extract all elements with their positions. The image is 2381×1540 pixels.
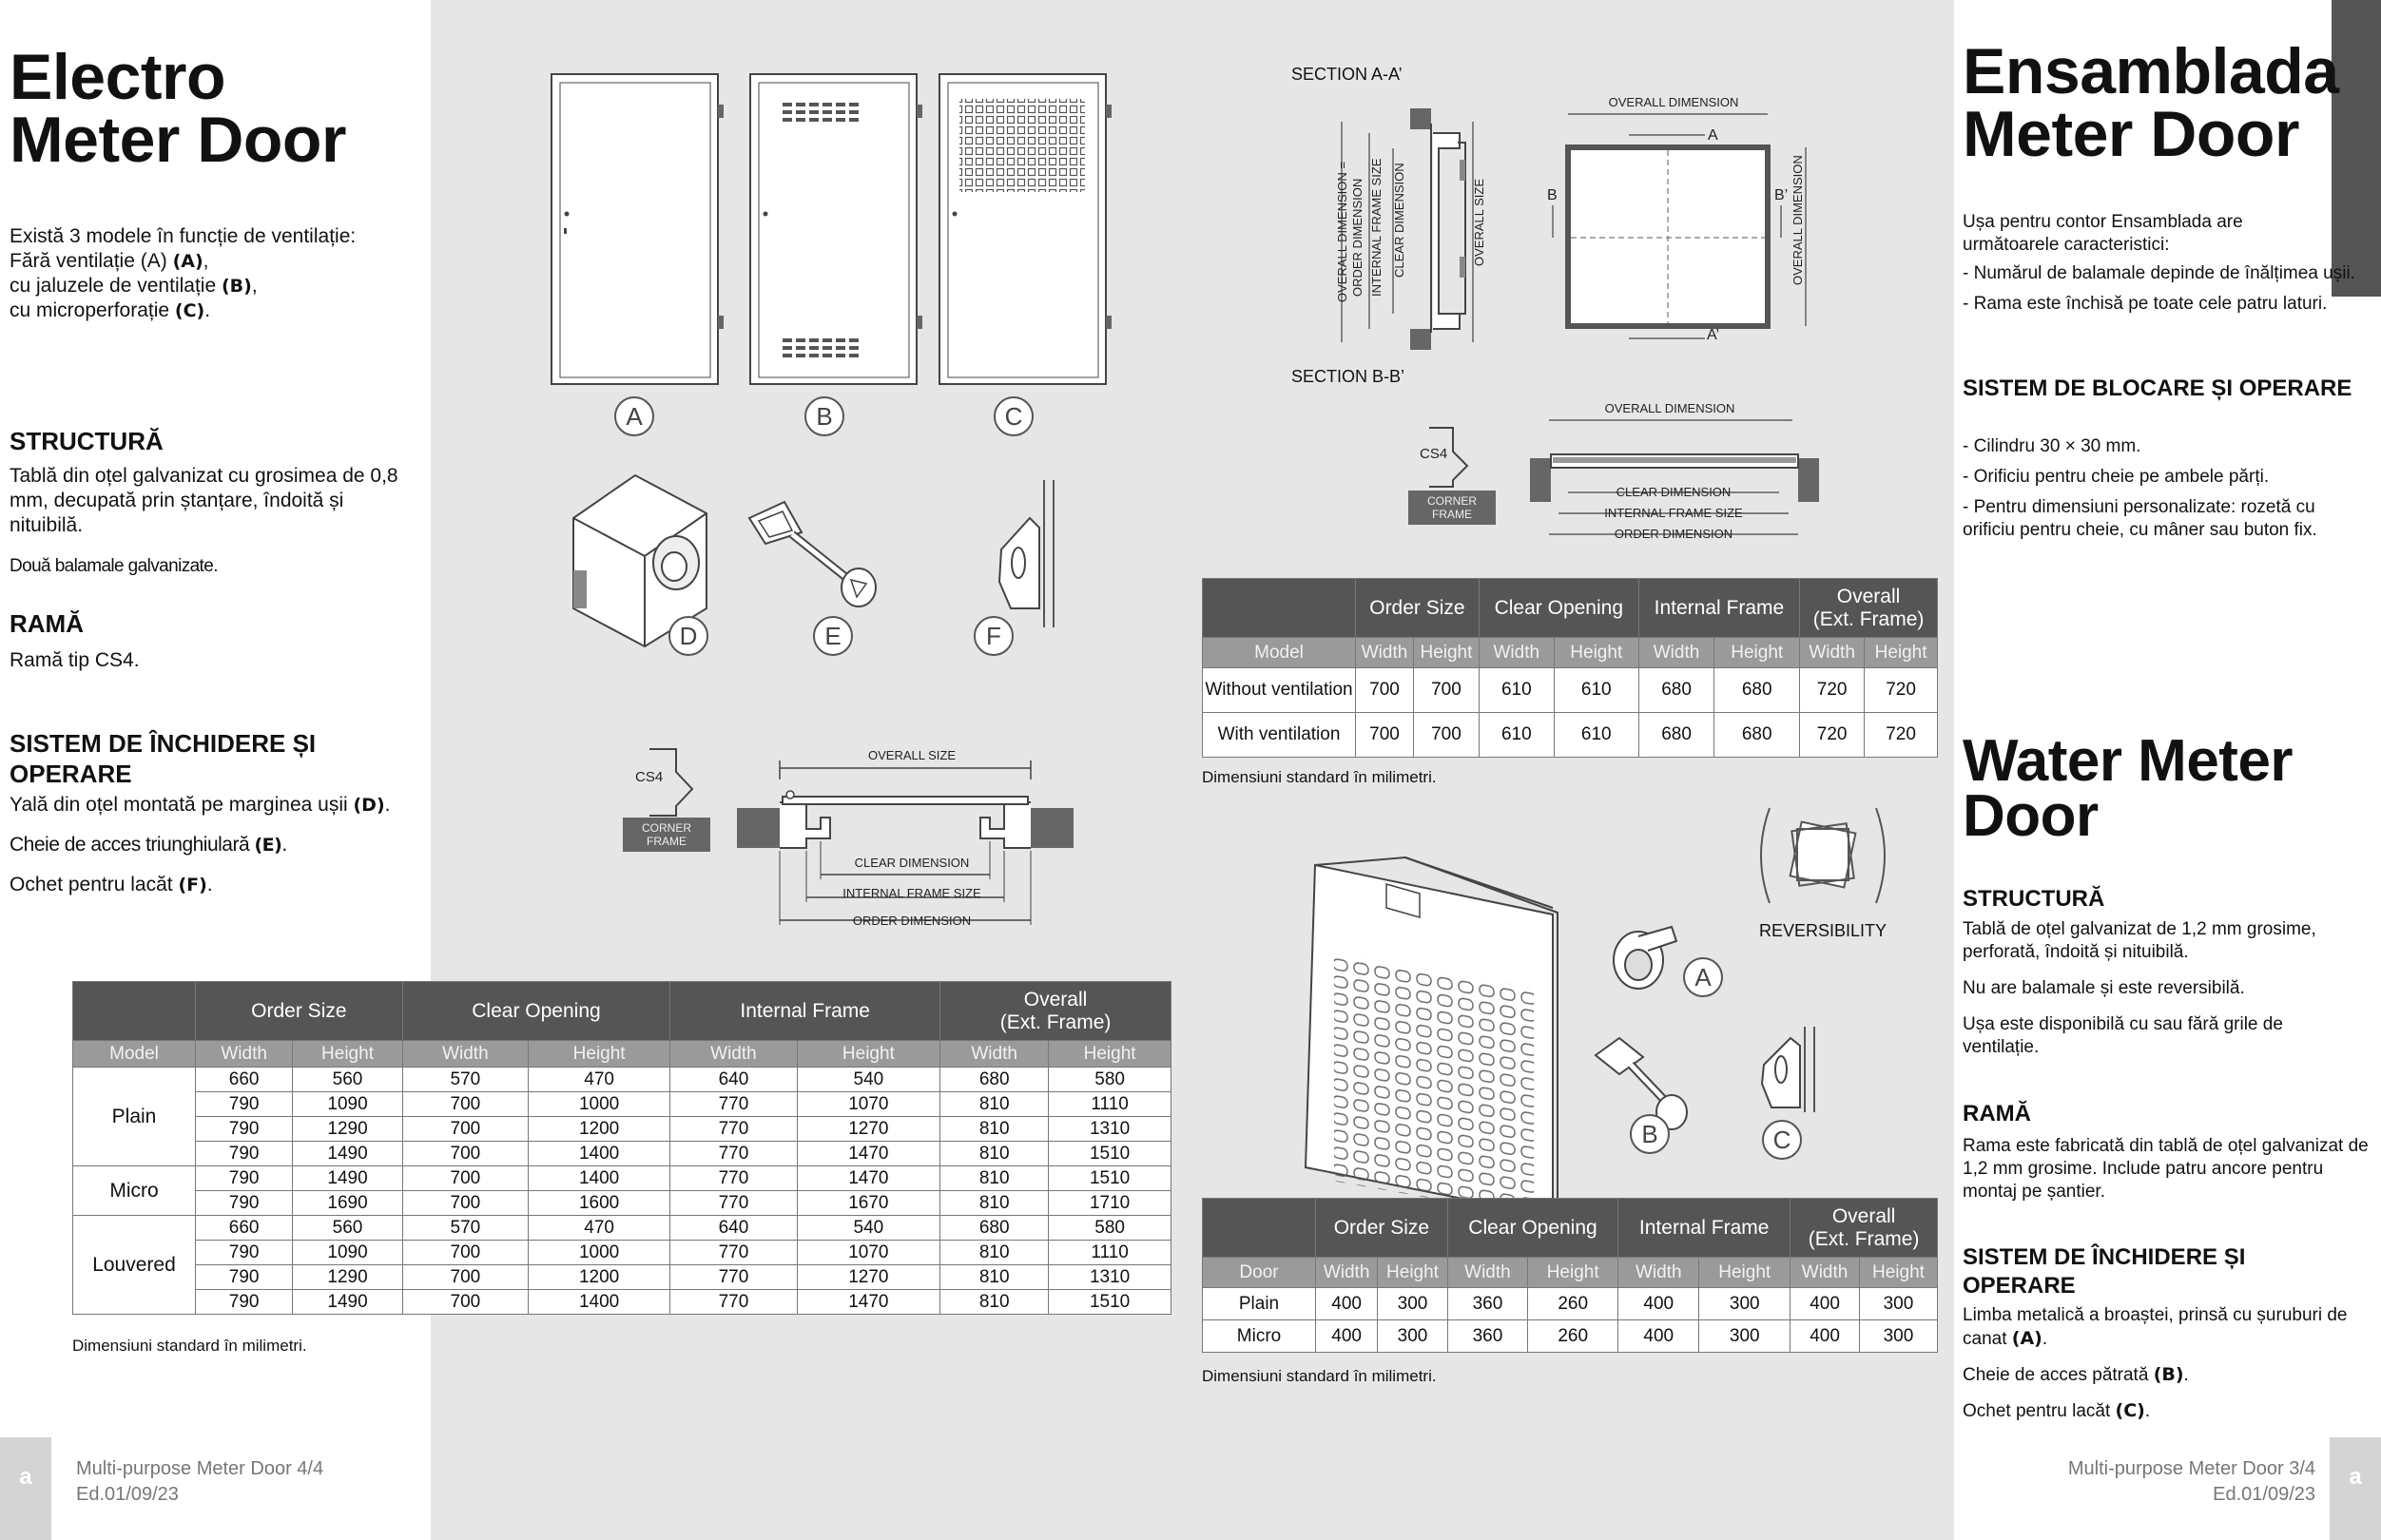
table-cell: 470 xyxy=(529,1216,670,1241)
label-c-circle: C xyxy=(994,396,1034,436)
electro-spec-table: Order Size Clear Opening Internal Frame Overall (Ext. Frame) Model Width Height Width Height Width Height Width Height Plain 660 560 570 470 640 540 680 580 790 1090 700 1000 770 1070 810 1110 790 1290 700 1200 770 1270 810 1310 790 1490 700 1400 770 1470 810 1510 Micro 790 1490 700 1400 770 1470 810 1510 790 1690 700 1600 770 1670 810 1710 Louvered 660 560 570 470 640 540 680 580 790 1090 700 1000 770 1070 810 1110 790 1290 700 1200 770 1270 810 1310 790 1490 700 1400 770 1470 810 1510 xyxy=(72,981,1171,1315)
door-plain-drawing xyxy=(552,74,724,384)
table-cell: 790 xyxy=(196,1166,293,1191)
table-cell: 810 xyxy=(940,1092,1049,1117)
table-cell: 770 xyxy=(670,1117,797,1142)
intro-line: Există 3 modele în funcție de ventilație: xyxy=(10,225,357,247)
water-closing-heading: SISTEM DE ÎNCHIDERE ȘI OPERARE xyxy=(1963,1244,2246,1299)
logo-icon: a xyxy=(19,1464,32,1490)
table-cell: 810 xyxy=(940,1191,1049,1216)
water-title: Water Meter Door xyxy=(1963,728,2294,849)
label-b-circle: B xyxy=(804,396,844,436)
table-cell: 680 xyxy=(940,1216,1049,1241)
label-a-circle: A xyxy=(614,396,654,436)
table-cell: 770 xyxy=(670,1191,797,1216)
table-cell: 1400 xyxy=(529,1142,670,1166)
water-door-drawing xyxy=(1306,857,1558,1219)
intro-line: cu jaluzele de ventilație (B), xyxy=(10,275,258,297)
table-cell: 1200 xyxy=(529,1265,670,1290)
label-e-circle: E xyxy=(813,616,853,656)
table-cell: 1110 xyxy=(1049,1092,1171,1117)
table-cell: 770 xyxy=(670,1241,797,1265)
table-cell: 1090 xyxy=(293,1241,402,1265)
section-drawing-left xyxy=(737,748,1074,928)
table-cell: 660 xyxy=(196,1216,293,1241)
structure-text: Tablă din oțel galvanizat cu grosimea de 0,8 mm, decupată prin ștanțare, îndoită și nituibilă. xyxy=(10,465,398,536)
table-cell: 810 xyxy=(940,1166,1049,1191)
svg-text:CLEAR DIMENSION: CLEAR DIMENSION xyxy=(1392,163,1406,278)
svg-text:A: A xyxy=(1708,127,1718,144)
water-table-note: Dimensiuni standard în milimetri. xyxy=(1202,1367,1437,1385)
section-bb-drawing xyxy=(1291,367,1819,541)
svg-text:OVERALL DIMENSION: OVERALL DIMENSION xyxy=(1604,401,1735,415)
water-closing-line-2: Cheie de acces pătrată (B). xyxy=(1963,1364,2189,1385)
table-cell: 1000 xyxy=(529,1241,670,1265)
table-cell: 790 xyxy=(196,1092,293,1117)
table-cell: 580 xyxy=(1049,1216,1171,1241)
clear-dimension-label: CLEAR DIMENSION xyxy=(854,856,970,870)
table-cell: 470 xyxy=(529,1068,670,1092)
list-item: - Cilindru 30 × 30 mm. xyxy=(1963,436,2141,456)
svg-text:OVERALL DIMENSION =: OVERALL DIMENSION = xyxy=(1335,162,1349,302)
section-aa-drawing xyxy=(1291,65,1486,350)
electro-title-line2: Meter Door xyxy=(10,104,346,176)
table-cell: 1070 xyxy=(797,1092,939,1117)
table-cell: 770 xyxy=(670,1265,797,1290)
table-cell: 700 xyxy=(402,1142,528,1166)
triangular-key-drawing xyxy=(749,502,876,606)
table-cell: 660 xyxy=(196,1068,293,1092)
table-cell: 1400 xyxy=(529,1290,670,1315)
table-cell: 1070 xyxy=(797,1241,939,1265)
table-cell: 700 xyxy=(402,1290,528,1315)
col-clear-opening: Clear Opening xyxy=(402,982,670,1041)
ensamblada-table-note: Dimensiuni standard în milimetri. xyxy=(1202,768,1437,786)
water-frame-heading: RAMĂ xyxy=(1963,1101,2031,1126)
table-cell: 810 xyxy=(940,1241,1049,1265)
water-label-b-circle: B xyxy=(1630,1114,1670,1154)
table-cell: 1690 xyxy=(293,1191,402,1216)
svg-text:CORNER: CORNER xyxy=(641,821,692,835)
footer-logo-right xyxy=(2330,1437,2381,1540)
table-cell: 1090 xyxy=(293,1092,402,1117)
table-cell: 700 xyxy=(402,1092,528,1117)
lock-features xyxy=(1963,435,2371,549)
overall-dimension-label: OVERALL DIMENSION xyxy=(1608,95,1739,109)
table-cell: 680 xyxy=(940,1068,1049,1092)
table-row: Without ventilation 700 700 610 610 680 680 720 720 xyxy=(1203,668,1938,713)
table-cell: 1470 xyxy=(797,1290,939,1315)
table-cell: 1490 xyxy=(293,1290,402,1315)
table-cell: 570 xyxy=(402,1216,528,1241)
reversibility-icon xyxy=(1759,808,1887,940)
footer-right: Multi-purpose Meter Door 3/4 Ed.01/09/23 xyxy=(2067,1458,2315,1505)
svg-text:ORDER DIMENSION: ORDER DIMENSION xyxy=(1614,527,1733,541)
table-cell: 790 xyxy=(196,1265,293,1290)
table-cell: 770 xyxy=(670,1142,797,1166)
table-row: Micro 400 300 360 260 400 300 400 300 xyxy=(1203,1320,1938,1353)
model-cell: Louvered xyxy=(73,1216,196,1315)
model-cell: Plain xyxy=(73,1068,196,1166)
table-cell: 1510 xyxy=(1049,1166,1171,1191)
table-cell: 570 xyxy=(402,1068,528,1092)
electro-table-note: Dimensiuni standard în milimetri. xyxy=(72,1337,307,1355)
table-cell: 1510 xyxy=(1049,1290,1171,1315)
svg-text:CORNER: CORNER xyxy=(1426,494,1478,508)
electro-title xyxy=(10,41,346,176)
closing-heading: SISTEM DE ÎNCHIDERE ȘI OPERARE xyxy=(10,729,317,788)
table-cell: 1710 xyxy=(1049,1191,1171,1216)
lock-heading: SISTEM DE BLOCARE ȘI OPERARE xyxy=(1963,375,2352,401)
water-closing-line-1: Limba metalică a broaștei, prinsă cu șuruburi de canat (A). xyxy=(1963,1305,2348,1349)
intro-line: cu microperforație (C). xyxy=(10,299,211,321)
table-cell: 1270 xyxy=(797,1265,939,1290)
list-item: - Numărul de balamale depinde de înălțimea ușii. xyxy=(1963,263,2355,283)
table-cell: 1270 xyxy=(797,1117,939,1142)
reversibility-label: REVERSIBILITY xyxy=(1758,921,1887,940)
table-cell: 540 xyxy=(797,1216,939,1241)
water-frame-text: Rama este fabricată din tablă de oțel galvanizat de 1,2 mm grosime. Include patru ancore pentru montaj pe șantier. xyxy=(1963,1136,2369,1202)
water-label-c-circle: C xyxy=(1762,1120,1802,1160)
table-cell: 1510 xyxy=(1049,1142,1171,1166)
table-row: With ventilation 700 700 610 610 680 680 720 720 xyxy=(1203,713,1938,758)
table-cell: 1470 xyxy=(797,1166,939,1191)
svg-text:ORDER DIMENSION: ORDER DIMENSION xyxy=(1350,178,1365,297)
col-internal-frame: Internal Frame xyxy=(670,982,940,1041)
svg-text:A’: A’ xyxy=(1707,327,1720,343)
svg-text:B’: B’ xyxy=(1774,187,1789,203)
intro-line: Fără ventilație (A) (A), xyxy=(10,250,209,272)
table-cell: 810 xyxy=(940,1142,1049,1166)
cs4-frame-icon-left xyxy=(623,749,710,852)
table-cell: 1310 xyxy=(1049,1265,1171,1290)
label-f-circle: F xyxy=(974,616,1014,656)
col-overall: Overall (Ext. Frame) xyxy=(940,982,1171,1041)
water-structure-heading: STRUCTURĂ xyxy=(1963,886,2105,912)
water-structure-text-3: Ușa este disponibilă cu sau fără grile de ventilație. xyxy=(1963,1014,2283,1057)
svg-text:CLEAR DIMENSION: CLEAR DIMENSION xyxy=(1616,485,1732,499)
footer-left: Multi-purpose Meter Door 4/4 Ed.01/09/23 xyxy=(76,1458,324,1505)
water-closing-line-3: Ochet pentru lacăt (C). xyxy=(1963,1400,2151,1421)
table-cell: 560 xyxy=(293,1068,402,1092)
table-cell: 1490 xyxy=(293,1142,402,1166)
table-cell: 1600 xyxy=(529,1191,670,1216)
table-cell: 790 xyxy=(196,1191,293,1216)
padlock-eye-drawing xyxy=(999,480,1054,627)
ensamblada-features xyxy=(1963,262,2371,323)
table-cell: 580 xyxy=(1049,1068,1171,1092)
table-cell: 770 xyxy=(670,1166,797,1191)
frame-heading: RAMĂ xyxy=(10,609,84,638)
table-cell: 790 xyxy=(196,1290,293,1315)
col-order-size: Order Size xyxy=(196,982,403,1041)
table-cell: 1400 xyxy=(529,1166,670,1191)
structure-heading: STRUCTURĂ xyxy=(10,427,164,455)
svg-text:FRAME: FRAME xyxy=(647,835,687,848)
table-cell: 700 xyxy=(402,1166,528,1191)
water-structure-text-2: Nu are balamale și este reversibilă. xyxy=(1963,978,2245,998)
table-cell: 770 xyxy=(670,1092,797,1117)
footer-logo-left xyxy=(0,1437,51,1540)
table-cell: 810 xyxy=(940,1265,1049,1290)
table-cell: 790 xyxy=(196,1142,293,1166)
table-cell: 1490 xyxy=(293,1166,402,1191)
section-aa-title: SECTION A-A’ xyxy=(1291,65,1403,84)
table-cell: 700 xyxy=(402,1191,528,1216)
svg-text:INTERNAL FRAME SIZE: INTERNAL FRAME SIZE xyxy=(1604,506,1743,520)
closing-line-2: Cheie de acces triunghiulară (E). xyxy=(10,834,287,856)
svg-text:CS4: CS4 xyxy=(1420,446,1448,462)
table-cell: 790 xyxy=(196,1117,293,1142)
table-cell: 1200 xyxy=(529,1117,670,1142)
label-d-circle: D xyxy=(668,616,708,656)
order-dimension-label: ORDER DIMENSION xyxy=(852,914,972,928)
door-micro-drawing xyxy=(939,74,1112,384)
water-structure-text: Tablă de oțel galvanizat de 1,2 mm grosime, perforată, îndoită și nituibilă. xyxy=(1963,919,2316,962)
table-cell: 1000 xyxy=(529,1092,670,1117)
table-cell: 1290 xyxy=(293,1265,402,1290)
svg-text:B: B xyxy=(1547,187,1558,203)
water-label-a-circle: A xyxy=(1683,957,1723,997)
table-cell: 1290 xyxy=(293,1117,402,1142)
table-cell: 640 xyxy=(670,1216,797,1241)
table-cell: 1670 xyxy=(797,1191,939,1216)
table-cell: 700 xyxy=(402,1241,528,1265)
cs4-label: CS4 xyxy=(635,769,664,785)
table-cell: 640 xyxy=(670,1068,797,1092)
electro-intro xyxy=(10,224,428,323)
logo-icon: a xyxy=(2349,1464,2362,1490)
closing-line-1: Yală din oțel montată pe marginea ușii (D). xyxy=(10,794,391,816)
table-cell: 1470 xyxy=(797,1142,939,1166)
table-cell: 700 xyxy=(402,1117,528,1142)
table-row: Plain 400 300 360 260 400 300 400 300 xyxy=(1203,1288,1938,1320)
table-cell: 700 xyxy=(402,1265,528,1290)
overall-size-label: OVERALL SIZE xyxy=(868,748,956,762)
svg-text:OVERALL DIMENSION: OVERALL DIMENSION xyxy=(1791,155,1805,285)
model-cell: Micro xyxy=(73,1166,196,1216)
list-item: - Rama este închisă pe toate cele patru laturi. xyxy=(1963,294,2328,314)
water-spec-table: Order Size Clear Opening Internal Frame Overall (Ext. Frame) Door Width Height Width Height Width Height Width Height Plain 400 300 360 260 400 300 400 300 Micro 400 300 360 260 400 300 400 300 xyxy=(1202,1198,1938,1353)
svg-text:OVERALL SIZE: OVERALL SIZE xyxy=(1472,179,1486,266)
table-cell: 790 xyxy=(196,1241,293,1265)
ensamblada-front-drawing xyxy=(1547,95,1806,343)
closing-line-3: Ochet pentru lacăt (F). xyxy=(10,874,213,895)
door-louvered-drawing xyxy=(750,74,922,384)
frame-text: Ramă tip CS4. xyxy=(10,649,140,671)
table-cell: 560 xyxy=(293,1216,402,1241)
svg-text:INTERNAL FRAME SIZE: INTERNAL FRAME SIZE xyxy=(1369,158,1384,297)
list-item: - Orificiu pentru cheie pe ambele părți. xyxy=(1963,467,2270,487)
svg-text:FRAME: FRAME xyxy=(1432,508,1472,521)
table-cell: 810 xyxy=(940,1117,1049,1142)
structure-text-2: Două balamale galvanizate. xyxy=(10,556,218,576)
table-cell: 1110 xyxy=(1049,1241,1171,1265)
section-bb-title: SECTION B-B’ xyxy=(1291,367,1405,386)
electro-title-line1: Electro xyxy=(10,41,226,113)
list-item: - Pentru dimensiuni personalizate: rozetă cu orificiu pentru cheie, cu mâner sau buton fix. xyxy=(1963,497,2317,540)
ensamblada-intro: Ușa pentru contor Ensamblada are următoarele caracteristici: xyxy=(1963,212,2243,255)
ensamblada-title: Ensamblada Meter Door xyxy=(1963,35,2339,170)
table-cell: 540 xyxy=(797,1068,939,1092)
internal-frame-label: INTERNAL FRAME SIZE xyxy=(842,886,981,900)
table-cell: 770 xyxy=(670,1290,797,1315)
table-cell: 810 xyxy=(940,1290,1049,1315)
table-cell: 1310 xyxy=(1049,1117,1171,1142)
ensamblada-spec-table: Order Size Clear Opening Internal Frame Overall (Ext. Frame) Model Width Height Width Height Width Height Width Height Without ventilation 700 700 610 610 680 680 720 720 With ventilation 700 700 610 610 680 680 720 720 xyxy=(1202,578,1938,758)
